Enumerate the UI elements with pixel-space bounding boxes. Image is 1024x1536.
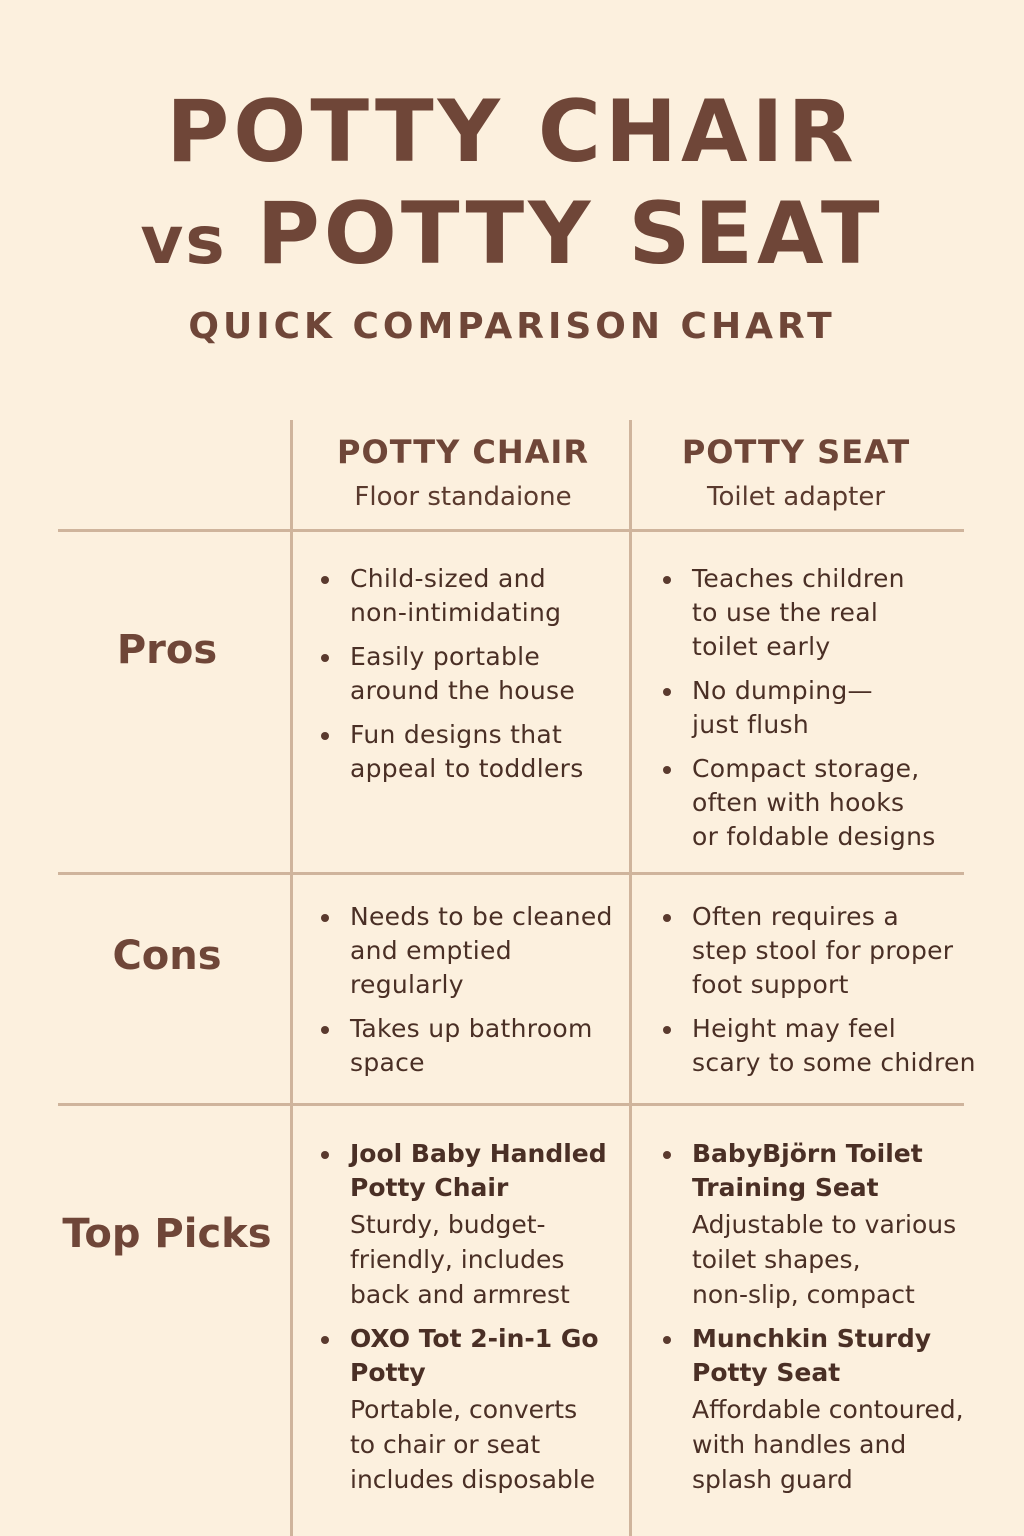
bullet-icon xyxy=(321,732,329,740)
cell-cons-seat xyxy=(636,900,976,1090)
list-item: No dumping— just flush xyxy=(636,674,976,742)
grid-divider-header xyxy=(58,529,964,532)
bullet-icon xyxy=(663,914,671,922)
title-line2-text: POTTY SEAT xyxy=(256,184,884,284)
page-subtitle: QUICK COMPARISON CHART xyxy=(188,306,836,347)
product-description: Sturdy, budget- friendly, includes back and armrest xyxy=(350,1210,570,1309)
column-title: POTTY SEAT xyxy=(681,433,911,471)
cell-pros-seat xyxy=(636,562,976,864)
bullet-icon xyxy=(321,1151,329,1159)
cell-pros-chair xyxy=(294,562,628,796)
list-item xyxy=(294,1322,628,1497)
row-label-top-picks: Top Picks xyxy=(62,1211,272,1257)
product-description: Adjustable to various toilet shapes, non-slip, compact xyxy=(692,1210,957,1309)
bullet-icon xyxy=(321,1026,329,1034)
bullet-icon xyxy=(663,688,671,696)
page-title-line1: POTTY CHAIR xyxy=(166,82,858,182)
row-label-cons: Cons xyxy=(112,933,222,979)
bullet-icon xyxy=(663,576,671,584)
grid-divider-vertical-right xyxy=(629,420,632,1536)
list-item xyxy=(636,1322,976,1497)
product-description: Affordable contoured, with handles and splash guard xyxy=(692,1395,964,1494)
bullet-icon xyxy=(321,914,329,922)
bullet-icon xyxy=(663,1151,671,1159)
list-item: Needs to be cleaned and emptied regularly xyxy=(294,900,628,1002)
list-item: Fun designs that appeal to toddlers xyxy=(294,718,628,786)
bullet-icon xyxy=(321,654,329,662)
cell-cons-chair xyxy=(294,900,628,1090)
row-label-pros: Pros xyxy=(116,627,218,673)
title-vs: vs xyxy=(140,202,227,279)
page-title-line2 xyxy=(0,184,1024,291)
product-name: OXO Tot 2-in-1 Go Potty xyxy=(350,1324,599,1387)
list-item: Height may feel scary to some chidren xyxy=(636,1012,976,1080)
bullet-icon xyxy=(663,1336,671,1344)
column-header-potty-seat xyxy=(634,432,958,514)
bullet-icon xyxy=(321,1336,329,1344)
list-item: Takes up bathroom space xyxy=(294,1012,628,1080)
column-title: POTTY CHAIR xyxy=(337,433,589,471)
list-item: Teaches children to use the real toilet early xyxy=(636,562,976,664)
product-name: Munchkin Sturdy Potty Seat xyxy=(692,1324,932,1387)
bullet-icon xyxy=(321,576,329,584)
bullet-icon xyxy=(663,1026,671,1034)
grid-divider-cons xyxy=(58,1103,964,1106)
list-item: Child-sized and non-intimidating xyxy=(294,562,628,630)
list-item: Often requires a step stool for proper foot support xyxy=(636,900,976,1002)
product-name: BabyBjörn Toilet Training Seat xyxy=(692,1139,923,1202)
product-name: Jool Baby Handled Potty Chair xyxy=(350,1139,607,1202)
column-subtitle: Floor standaione xyxy=(354,482,572,512)
list-item: Easily portable around the house xyxy=(294,640,628,708)
cell-top-picks-seat xyxy=(636,1137,976,1507)
list-item xyxy=(636,1137,976,1312)
bullet-icon xyxy=(663,766,671,774)
product-description: Portable, converts to chair or seat includes disposable xyxy=(350,1395,596,1494)
column-subtitle: Toilet adapter xyxy=(706,482,886,512)
grid-divider-pros xyxy=(58,872,964,875)
column-header-potty-chair xyxy=(296,432,630,514)
list-item: Compact storage, often with hooks or foldable designs xyxy=(636,752,976,854)
list-item xyxy=(294,1137,628,1312)
cell-top-picks-chair xyxy=(294,1137,628,1507)
